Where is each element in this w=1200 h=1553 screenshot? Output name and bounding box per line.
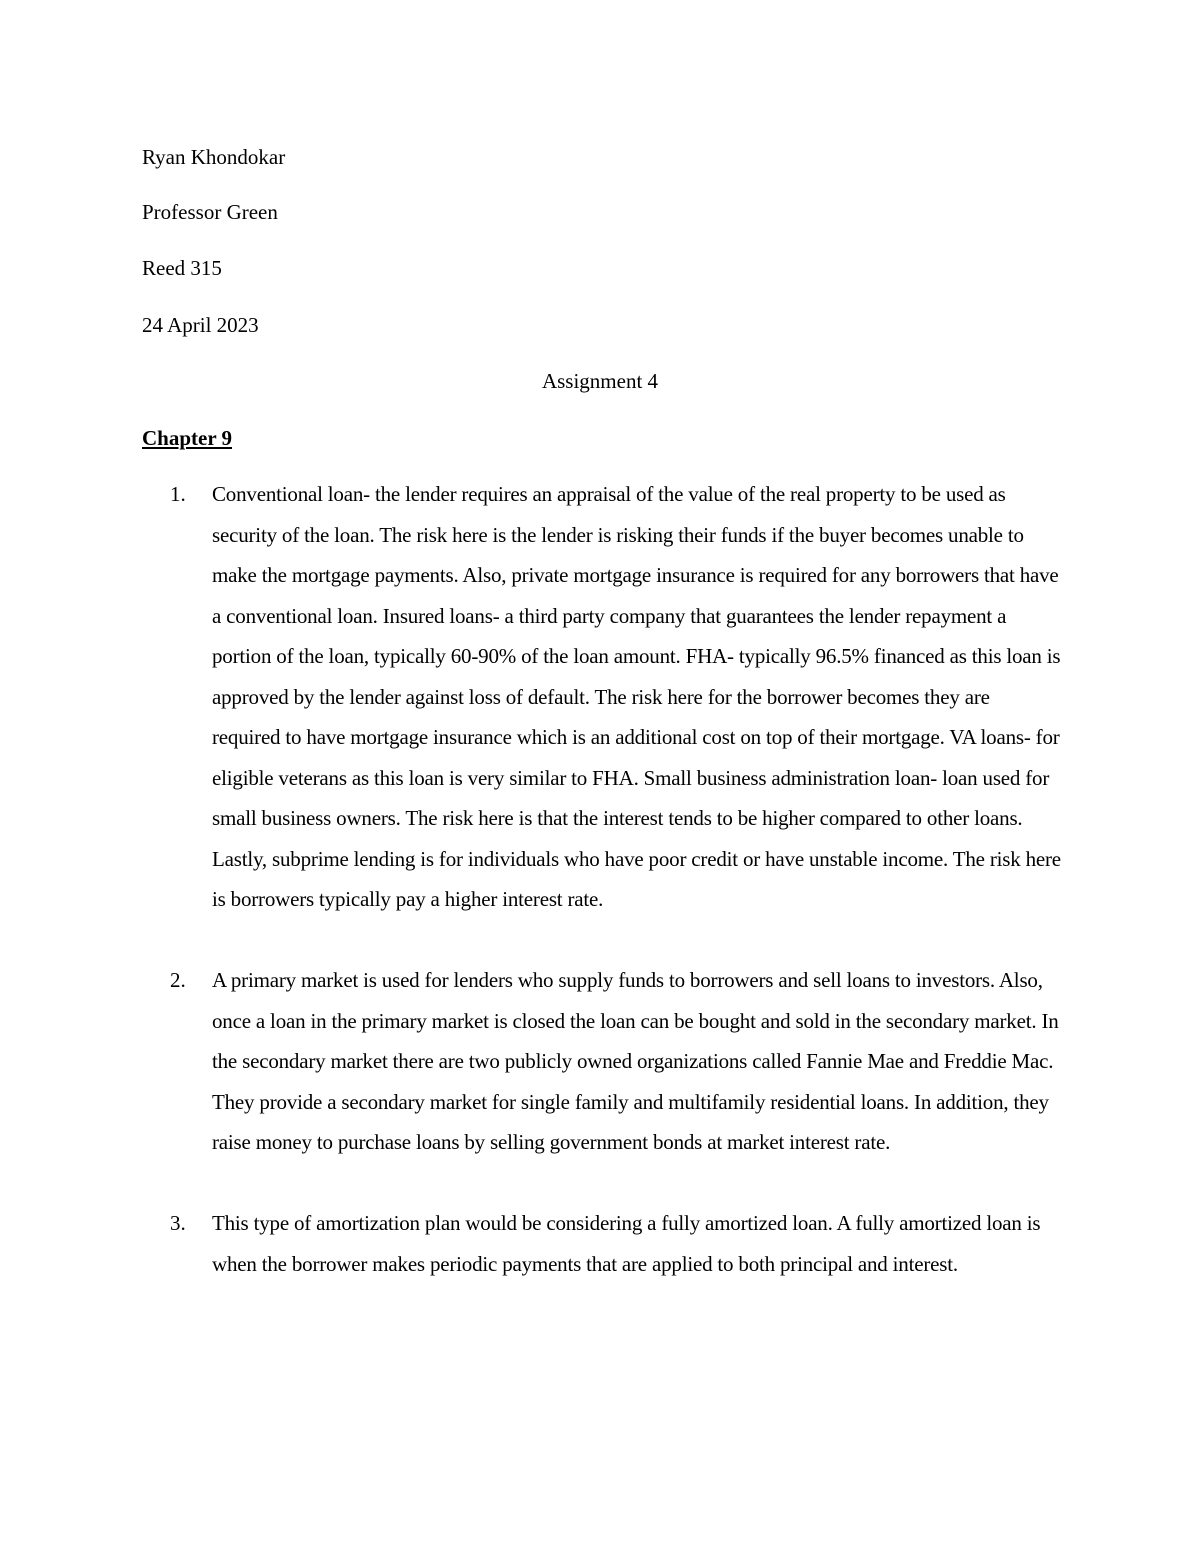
list-item-number: 3.	[170, 1211, 186, 1235]
list-item-text: This type of amortization plan would be considering a fully amortized loan. A fully amortized loan is when the borrower makes periodic payments that are applied to both principal and interest.	[212, 1211, 1041, 1276]
professor-name: Professor Green	[142, 200, 278, 224]
list-item-text: Conventional loan- the lender requires an appraisal of the value of the real property to be used as security of the loan. The risk here is the lender is risking their funds if the buyer becomes unable to make the mortgage payments. Also, private mortgage insurance is required for any borrowers that have a conventional loan. Insured loans- a third party company that guarantees the lender repayment a portion of the loan, typically 60-90% of the loan amount. FHA- typically 96.5% financed as this loan is approved by the lender against loss of default. The risk here for the borrower becomes they are required to have mortgage insurance which is an additional cost on top of their mortgage. VA loans- for eligible veterans as this loan is very similar to FHA. Small business administration loan- loan used for small business owners. The risk here is that the interest tends to be higher compared to other loans. Lastly, subprime lending is for individuals who have poor credit or have unstable income. The risk here is borrowers typically pay a higher interest rate.	[212, 482, 1061, 911]
list-item-number: 2.	[170, 968, 186, 992]
course-name: Reed 315	[142, 256, 222, 280]
list-item-text: A primary market is used for lenders who supply funds to borrowers and sell loans to investors. Also, once a loan in the primary market is closed the loan can be bought and sold in the secondary market. In the secondary market there are two publicly owned organizations called Fannie Mae and Freddie Mac. They provide a secondary market for single family and multifamily residential loans. In addition, they raise money to purchase loans by selling government bonds at market interest rate.	[212, 968, 1059, 1154]
list-item-number: 1.	[170, 482, 186, 506]
page-title: Assignment 4	[541, 369, 659, 393]
chapter-heading: Chapter 9	[142, 426, 233, 450]
student-name: Ryan Khondokar	[142, 145, 286, 169]
document-date: 24 April 2023	[142, 313, 259, 337]
